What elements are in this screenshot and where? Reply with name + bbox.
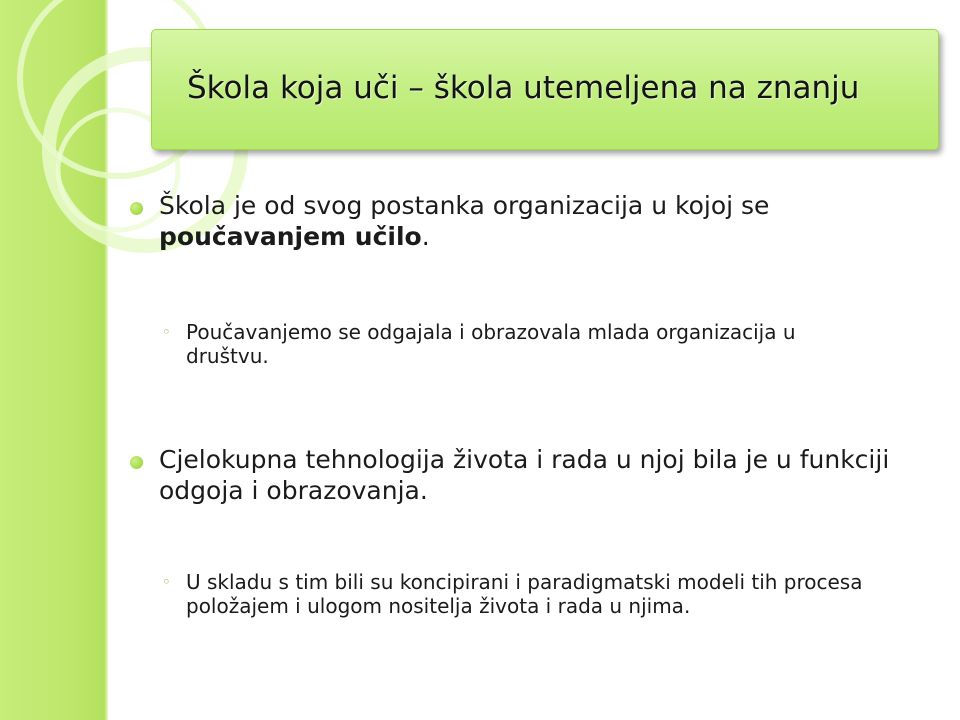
slide-title: Škola koja uči – škola utemeljena na znanju: [187, 70, 860, 106]
bullet-2: [130, 444, 920, 506]
sub-bullet-ring-icon: ◦: [162, 323, 171, 341]
sub-bullet-2: [162, 570, 882, 618]
sub-bullet-1: [162, 320, 882, 368]
sub-bullet-ring-icon: ◦: [162, 573, 171, 591]
bullet-1-bold: poučavanjem učilo: [159, 222, 422, 251]
bullet-dot-icon: [130, 456, 143, 469]
bullet-1: [130, 190, 920, 252]
sub-bullet-1-text: Poučavanjemo se odgajala i obrazovala mlada organizacija u društvu.: [186, 320, 796, 368]
bullet-1-text: Škola je od svog postanka organizacija u kojoj se poučavanjem učilo.: [159, 191, 770, 251]
bullet-dot-icon: [130, 202, 143, 215]
title-banner: [151, 29, 939, 150]
bullet-2-text: Cjelokupna tehnologija života i rada u njoj bila je u funkciji odgoja i obrazovanja.: [159, 445, 890, 505]
sub-bullet-2-text: U skladu s tim bili su koncipirani i paradigmatski modeli tih procesa položajem i ulogom nositelja života i rada u njima.: [186, 570, 863, 618]
